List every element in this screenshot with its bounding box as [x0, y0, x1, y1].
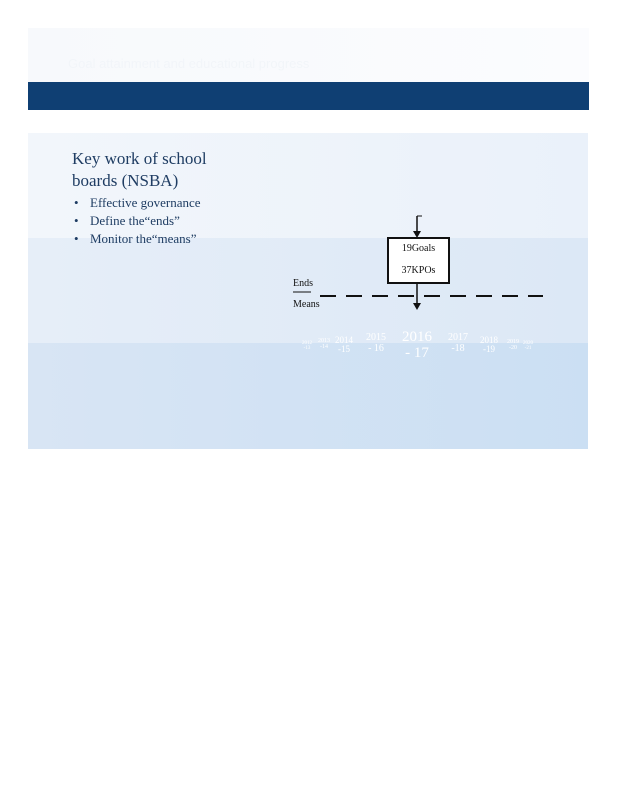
- year-label: 2017 -18: [448, 332, 468, 354]
- bullet-item: • Monitor the“means”: [74, 230, 201, 248]
- arrowhead-from-box: [413, 303, 421, 310]
- year-label: 2019 -20: [507, 339, 519, 352]
- goals-count: 19Goals: [401, 243, 436, 254]
- year-label: 2013 -14: [318, 338, 330, 351]
- year-label: 2016 - 17: [402, 329, 432, 361]
- ends-label: Ends: [293, 278, 313, 289]
- year-label: 2014 -15: [335, 335, 353, 355]
- goals-box: [387, 237, 450, 284]
- means-label: Means: [293, 299, 320, 310]
- year-label: 2020 -21: [523, 341, 533, 352]
- year-label: 2015 - 16: [366, 332, 386, 354]
- kpos-count: 37KPOs: [401, 265, 436, 276]
- bullet-item: • Effective governance: [74, 194, 201, 212]
- year-label: 2018 -19: [480, 335, 498, 355]
- content-heading: Key work of school boards (NSBA): [72, 149, 207, 190]
- year-label: 2012 -13: [302, 341, 312, 352]
- slide: [28, 28, 589, 449]
- diagram-lines: [28, 28, 589, 449]
- bullet-item: • Define the“ends”: [74, 212, 201, 230]
- slide-title: Goal attainment and educational progress: [68, 56, 310, 71]
